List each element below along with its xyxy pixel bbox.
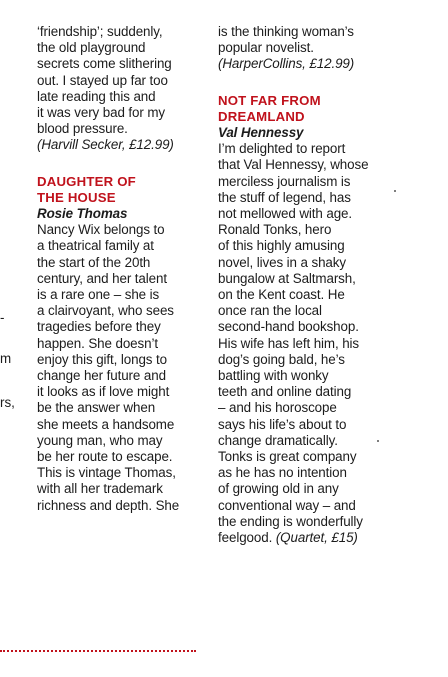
text-line: a clairvoyant, who sees (37, 303, 174, 319)
left-continued-text (37, 24, 199, 137)
text-line: secrets come slithering (37, 56, 172, 72)
text-line: is the thinking woman’s (218, 24, 354, 39)
left-continued-publisher: (Harvill Secker, £12.99) (37, 137, 174, 153)
text-line: Nancy Wix belongs to (37, 222, 165, 238)
text-line: conventional way – and (218, 497, 356, 513)
text-line: dog’s going bald, he’s (218, 351, 345, 367)
right-continued-text (218, 24, 380, 56)
text-line: Ronald Tonks, hero (218, 222, 332, 238)
text-line: merciless journalism is (218, 173, 351, 189)
text-line: is a rare one – she is (37, 287, 160, 303)
edge-fragment-m: m (0, 351, 12, 366)
review-title-line: THE HOUSE (37, 189, 116, 205)
review-author-val-hennessy: Val Hennessy (218, 125, 304, 141)
print-speck (394, 190, 396, 192)
edge-fragment-rs: rs, (0, 395, 15, 410)
review-title-line: DREAMLAND (218, 108, 305, 124)
text-line: she meets a handsome (37, 416, 175, 432)
text-line: with all her trademark (37, 481, 163, 497)
review-author-rosie-thomas: Rosie Thomas (37, 206, 128, 222)
review-body-not-far-from-dreamland (218, 141, 380, 530)
review-last-line-text: feelgood. (218, 530, 273, 546)
text-line: out. I stayed up far too (37, 72, 168, 88)
right-column (218, 24, 380, 546)
text-line: His wife has left him, his (218, 335, 360, 351)
text-line: blood pressure. (37, 121, 128, 137)
text-line: as he has no intention (218, 465, 347, 481)
text-line: once ran the local (218, 303, 322, 319)
text-line: change her future and (37, 368, 166, 384)
text-line: popular novelist. (218, 40, 314, 56)
text-line: it looks as if love might (37, 384, 170, 400)
text-line: battling with wonky (218, 368, 329, 384)
section-divider (0, 650, 196, 652)
text-line: that Val Hennessy, whose (218, 157, 369, 173)
text-line: enjoy this gift, longs to (37, 351, 167, 367)
text-line: ‘friendship’; suddenly, (37, 24, 163, 39)
text-line: the start of the 20th (37, 254, 151, 270)
text-line: on the Kent coast. He (218, 287, 345, 303)
text-line: of growing old in any (218, 481, 339, 497)
review-last-line (218, 530, 380, 546)
text-line: be the answer when (37, 400, 156, 416)
text-line: late reading this and (37, 88, 156, 104)
review-title-not-far-from-dreamland (218, 93, 380, 125)
text-line: change dramatically. (218, 432, 338, 448)
text-line: the old playground (37, 40, 146, 56)
text-line: I’m delighted to report (218, 141, 346, 157)
text-line: not mellowed with age. (218, 206, 353, 222)
print-speck (377, 440, 379, 442)
review-title-line: NOT FAR FROM (218, 92, 321, 108)
review-title-line: DAUGHTER OF (37, 173, 136, 189)
text-line: says his life’s about to (218, 416, 347, 432)
left-column (37, 24, 199, 514)
review-publisher-quartet: (Quartet, £15) (275, 530, 358, 546)
text-line: of this highly amusing (218, 238, 345, 254)
text-line: happen. She doesn’t (37, 335, 158, 351)
text-line: teeth and online dating (218, 384, 352, 400)
right-continued-publisher: (HarperCollins, £12.99) (218, 56, 355, 72)
text-line: century, and her talent (37, 270, 167, 286)
review-body-daughter-of-the-house (37, 222, 199, 514)
text-line: the stuff of legend, has (218, 189, 351, 205)
text-line: second-hand bookshop. (218, 319, 359, 335)
text-line: tragedies before they (37, 319, 161, 335)
text-line: be her route to escape. (37, 449, 173, 465)
text-line: – and his horoscope (218, 400, 337, 416)
text-line: richness and depth. She (37, 497, 180, 513)
text-line: novel, lives in a shaky (218, 254, 346, 270)
text-line: it was very bad for my (37, 105, 166, 121)
text-line: Tonks is great company (218, 449, 357, 465)
text-line: a theatrical family at (37, 238, 154, 254)
text-line: This is vintage Thomas, (37, 465, 176, 481)
text-line: the ending is wonderfully (218, 513, 363, 529)
text-line: bungalow at Saltmarsh, (218, 270, 356, 286)
edge-fragment-dash: - (0, 310, 5, 325)
text-line: young man, who may (37, 432, 163, 448)
review-title-daughter-of-the-house (37, 174, 199, 206)
